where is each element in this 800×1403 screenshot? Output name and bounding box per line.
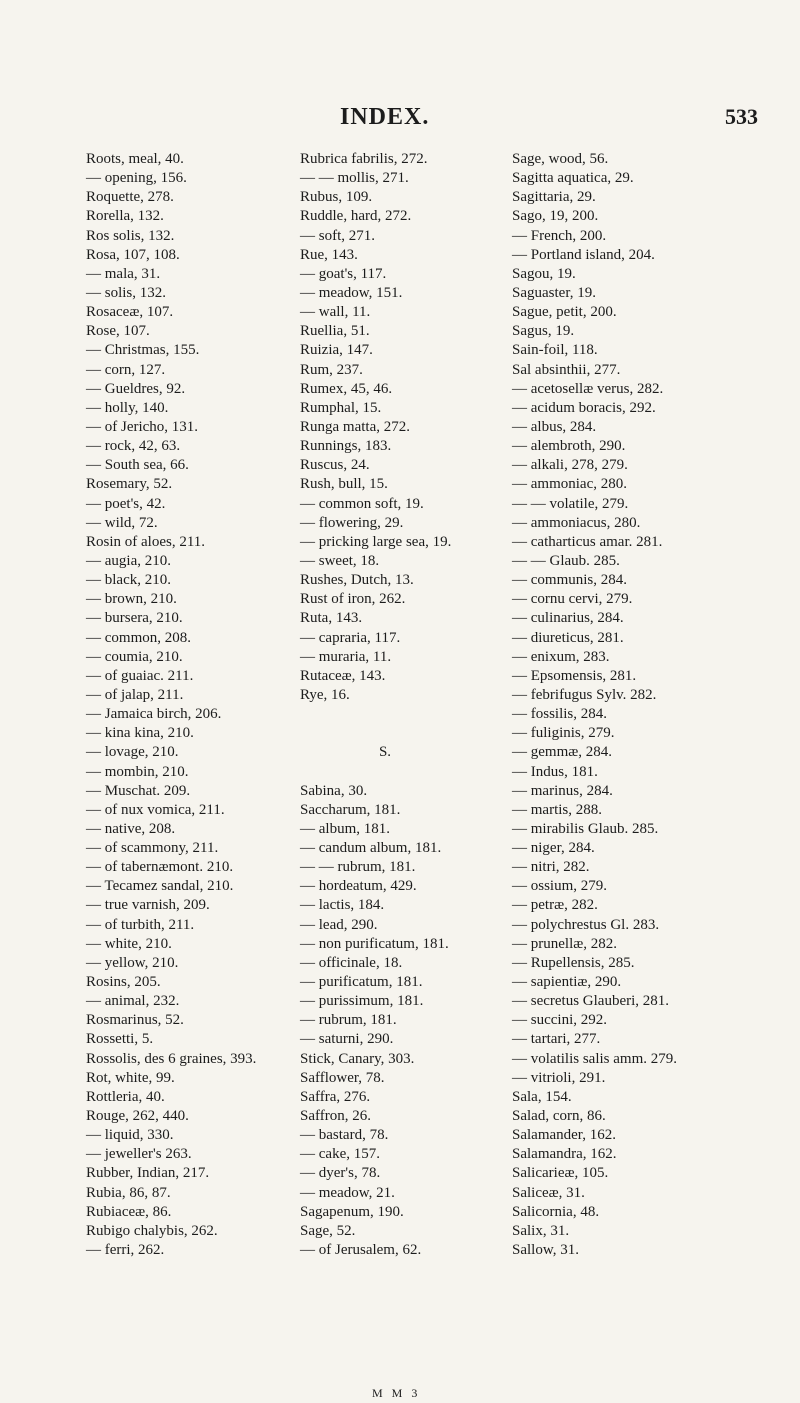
index-entry: — of Jerusalem, 62.: [300, 1242, 422, 1259]
index-entry: — mala, 31.: [86, 265, 161, 282]
index-entry: Rushes, Dutch, 13.: [300, 572, 414, 589]
index-entry: — lead, 290.: [300, 916, 378, 933]
index-entry: Rumphal, 15.: [300, 399, 382, 416]
index-entry: — white, 210.: [86, 935, 172, 952]
index-entry: — cornu cervi, 279.: [512, 591, 633, 608]
index-entry: — — mollis, 271.: [300, 170, 409, 187]
index-entry: — Muschat. 209.: [86, 782, 191, 799]
index-entry: — pricking large sea, 19.: [300, 533, 452, 550]
index-entry: — of scammony, 211.: [86, 840, 219, 857]
index-entry: Rye, 16.: [300, 686, 350, 703]
index-entry: Saguaster, 19.: [512, 284, 596, 301]
index-entry: — secretus Glauberi, 281.: [512, 993, 670, 1010]
index-entry: — soft, 271.: [300, 227, 375, 244]
index-entry: — purificatum, 181.: [300, 974, 423, 991]
index-entry: — Epsomensis, 281.: [512, 667, 637, 684]
page-title: INDEX.: [340, 104, 430, 130]
index-entry: — of tabernæmont. 210.: [86, 859, 234, 876]
index-entry: Sagapenum, 190.: [300, 1203, 404, 1220]
index-entry: Sage, 52.: [300, 1222, 356, 1239]
index-entry: Rubber, Indian, 217.: [86, 1165, 210, 1182]
index-entry: — rock, 42, 63.: [86, 438, 181, 455]
index-entry: Sabina, 30.: [300, 782, 368, 799]
index-entry: — South sea, 66.: [86, 457, 189, 474]
index-entry: — holly, 140.: [86, 399, 169, 416]
index-entry: Rubiaceæ, 86.: [86, 1203, 172, 1220]
index-entry: — rubrum, 181.: [300, 1012, 397, 1029]
index-entry: Rubus, 109.: [300, 189, 373, 206]
index-entry: Rottleria, 40.: [86, 1088, 165, 1105]
index-entry: Sagitta aquatica, 29.: [512, 170, 634, 187]
index-entry: — solis, 132.: [86, 284, 167, 301]
index-entry: — fuliginis, 279.: [512, 725, 615, 742]
index-entry: Ruizia, 147.: [300, 342, 373, 359]
index-column-3: [512, 150, 677, 1260]
index-entry: — non purificatum, 181.: [300, 935, 449, 952]
index-entry: Rue, 143.: [300, 246, 358, 263]
index-entry: — of guaiac. 211.: [86, 667, 194, 684]
index-entry: — bursera, 210.: [86, 610, 183, 627]
index-entry: — vitrioli, 291.: [512, 1069, 606, 1086]
index-entry: — candum album, 181.: [300, 840, 442, 857]
index-entry: Rush, bull, 15.: [300, 476, 388, 493]
index-entry: — opening, 156.: [86, 170, 187, 187]
index-entry: Rust of iron, 262.: [300, 591, 406, 608]
index-entry: — meadow, 151.: [300, 284, 403, 301]
index-entry: Rosmarinus, 52.: [86, 1012, 184, 1029]
index-entry: — wild, 72.: [86, 514, 158, 531]
index-entry: Saffra, 276.: [300, 1088, 371, 1105]
index-entry: Ruddle, hard, 272.: [300, 208, 412, 225]
index-entry: — muraria, 11.: [300, 648, 392, 665]
index-entry: — nitri, 282.: [512, 859, 590, 876]
index-entry: — common, 208.: [86, 629, 191, 646]
index-entry: — alembroth, 290.: [512, 438, 626, 455]
index-entry: Saliceæ, 31.: [512, 1184, 585, 1201]
index-entry: Ruellia, 51.: [300, 323, 370, 340]
index-entry: — black, 210.: [86, 572, 171, 589]
index-entry: Sallow, 31.: [512, 1242, 579, 1259]
index-entry: Rubrica fabrilis, 272.: [300, 151, 428, 167]
index-entry: — Portland island, 204.: [512, 246, 655, 263]
index-entry: Sala, 154.: [512, 1088, 572, 1105]
index-entry: Rutaceæ, 143.: [300, 667, 386, 684]
index-entry: Roquette, 278.: [86, 189, 174, 206]
index-entry: Sage, wood, 56.: [512, 151, 609, 167]
index-entry: — dyer's, 78.: [300, 1165, 381, 1182]
index-entry: — catharticus amar. 281.: [512, 533, 663, 550]
index-entry: Rose, 107.: [86, 323, 150, 340]
index-entry: [300, 705, 470, 724]
index-entry: — French, 200.: [512, 227, 607, 244]
index-entry: — meadow, 21.: [300, 1184, 395, 1201]
index-entry: — niger, 284.: [512, 840, 595, 857]
index-entry: — volatilis salis amm. 279.: [512, 1050, 677, 1067]
index-entry: — bastard, 78.: [300, 1127, 389, 1144]
index-entry: Rubigo chalybis, 262.: [86, 1222, 218, 1239]
index-entry: Salicarieæ, 105.: [512, 1165, 609, 1182]
index-entry: — alkali, 278, 279.: [512, 457, 628, 474]
index-entry: — purissimum, 181.: [300, 993, 424, 1010]
index-entry: — gemmæ, 284.: [512, 744, 612, 761]
index-entry: — lovage, 210.: [86, 744, 179, 761]
index-entry: Rorella, 132.: [86, 208, 164, 225]
index-entry: — capraria, 117.: [300, 629, 401, 646]
index-entry: Safflower, 78.: [300, 1069, 385, 1086]
index-entry: Salad, corn, 86.: [512, 1108, 606, 1125]
index-entry: — ammoniac, 280.: [512, 476, 627, 493]
index-entry: — culinarius, 284.: [512, 610, 624, 627]
index-entry: — augia, 210.: [86, 552, 171, 569]
index-entry: Sago, 19, 200.: [512, 208, 599, 225]
index-entry: — fossilis, 284.: [512, 706, 608, 723]
index-entry: — liquid, 330.: [86, 1127, 174, 1144]
index-entry: — succini, 292.: [512, 1012, 607, 1029]
page-number: 533: [725, 104, 758, 129]
index-entry: Ruta, 143.: [300, 610, 363, 627]
index-entry: Ros solis, 132.: [86, 227, 175, 244]
index-entry: — Indus, 181.: [512, 763, 598, 780]
index-entry: Sagittaria, 29.: [512, 189, 596, 206]
index-entry: — corn, 127.: [86, 361, 166, 378]
index-entry: Rosemary, 52.: [86, 476, 173, 493]
index-entry: Salix, 31.: [512, 1222, 570, 1239]
index-entry: Sagus, 19.: [512, 323, 575, 340]
index-entry: Runga matta, 272.: [300, 418, 410, 435]
index-entry: — Christmas, 155.: [86, 342, 200, 359]
index-entry: Rosin of aloes, 211.: [86, 533, 206, 550]
index-entry: — febrifugus Sylv. 282.: [512, 686, 657, 703]
index-entry: Stick, Canary, 303.: [300, 1050, 415, 1067]
index-entry: — saturni, 290.: [300, 1031, 394, 1048]
index-entry: Rosins, 205.: [86, 974, 161, 991]
index-entry: Salicornia, 48.: [512, 1203, 600, 1220]
index-entry: Runnings, 183.: [300, 438, 392, 455]
index-entry: — acetosellæ verus, 282.: [512, 380, 664, 397]
index-entry: Sague, petit, 200.: [512, 304, 617, 321]
index-column-2: [300, 150, 470, 1260]
index-entry: — sweet, 18.: [300, 552, 380, 569]
index-entry: — officinale, 18.: [300, 954, 403, 971]
index-entry: — of Jericho, 131.: [86, 418, 199, 435]
index-entry: — common soft, 19.: [300, 495, 424, 512]
index-entry: — — Glaub. 285.: [512, 552, 620, 569]
signature-mark: M M 3: [372, 1386, 421, 1400]
index-entry: — of nux vomica, 211.: [86, 801, 225, 818]
index-entry: — hordeatum, 429.: [300, 878, 417, 895]
index-entry: — enixum, 283.: [512, 648, 610, 665]
index-entry: — native, 208.: [86, 820, 176, 837]
index-entry: — cake, 157.: [300, 1146, 380, 1163]
index-entry: — ammoniacus, 280.: [512, 514, 641, 531]
index-entry: Ruscus, 24.: [300, 457, 370, 474]
index-entry: — kina kina, 210.: [86, 725, 194, 742]
index-entry: Rum, 237.: [300, 361, 363, 378]
index-entry: Rumex, 45, 46.: [300, 380, 393, 397]
index-entry: — goat's, 117.: [300, 265, 387, 282]
index-entry: Sal absinthii, 277.: [512, 361, 621, 378]
index-entry: — ferri, 262.: [86, 1242, 165, 1259]
index-entry: [300, 724, 470, 743]
index-entry: Saccharum, 181.: [300, 801, 401, 818]
index-entry: [300, 763, 470, 782]
index-entry: — lactis, 184.: [300, 897, 385, 914]
index-entry: — petræ, 282.: [512, 897, 598, 914]
index-entry: — diureticus, 281.: [512, 629, 624, 646]
index-entry: — Gueldres, 92.: [86, 380, 186, 397]
index-column-1: [86, 150, 256, 1260]
index-entry: — albus, 284.: [512, 418, 597, 435]
index-entry: — mirabilis Glaub. 285.: [512, 820, 659, 837]
index-entry: Rouge, 262, 440.: [86, 1108, 189, 1125]
index-entry: — poet's, 42.: [86, 495, 166, 512]
index-entry: — tartari, 277.: [512, 1031, 601, 1048]
index-entry: — communis, 284.: [512, 572, 627, 589]
index-entry: — Jamaica birch, 206.: [86, 706, 222, 723]
index-entry: Saffron, 26.: [300, 1108, 371, 1125]
index-entry: — true varnish, 209.: [86, 897, 210, 914]
index-entry: — of jalap, 211.: [86, 686, 184, 703]
index-entry: Rossetti, 5.: [86, 1031, 154, 1048]
index-entry: — yellow, 210.: [86, 954, 179, 971]
section-letter: S.: [378, 744, 392, 761]
index-entry: — coumia, 210.: [86, 648, 183, 665]
index-entry: Sagou, 19.: [512, 265, 576, 282]
index-entry: — sapientiæ, 290.: [512, 974, 622, 991]
index-entry: — prunellæ, 282.: [512, 935, 617, 952]
index-entry: Rossolis, des 6 graines, 393.: [86, 1050, 257, 1067]
index-entry: — martis, 288.: [512, 801, 602, 818]
index-entry: Sain-foil, 118.: [512, 342, 598, 359]
index-entry: — marinus, 284.: [512, 782, 613, 799]
index-entry: Salamander, 162.: [512, 1127, 616, 1144]
index-entry: — of turbith, 211.: [86, 916, 195, 933]
index-entry: Rosaceæ, 107.: [86, 304, 174, 321]
index-entry: — brown, 210.: [86, 591, 177, 608]
index-entry: — jeweller's 263.: [86, 1146, 192, 1163]
index-entry: — wall, 11.: [300, 304, 371, 321]
index-entry: — flowering, 29.: [300, 514, 404, 531]
index-entry: Rubia, 86, 87.: [86, 1184, 171, 1201]
index-entry: — animal, 232.: [86, 993, 180, 1010]
index-entry: Roots, meal, 40.: [86, 151, 184, 167]
index-entry: — Rupellensis, 285.: [512, 954, 635, 971]
index-entry: — album, 181.: [300, 820, 390, 837]
index-entry: Rosa, 107, 108.: [86, 246, 180, 263]
index-entry: — — volatile, 279.: [512, 495, 629, 512]
index-entry: Rot, white, 99.: [86, 1069, 175, 1086]
index-entry: — mombin, 210.: [86, 763, 189, 780]
page-header: [0, 104, 800, 134]
index-entry: — Tecamez sandal, 210.: [86, 878, 234, 895]
index-entry: — — rubrum, 181.: [300, 859, 416, 876]
index-entry: — polychrestus Gl. 283.: [512, 916, 660, 933]
index-entry: — ossium, 279.: [512, 878, 608, 895]
index-entry: Salamandra, 162.: [512, 1146, 617, 1163]
index-entry: — acidum boracis, 292.: [512, 399, 656, 416]
